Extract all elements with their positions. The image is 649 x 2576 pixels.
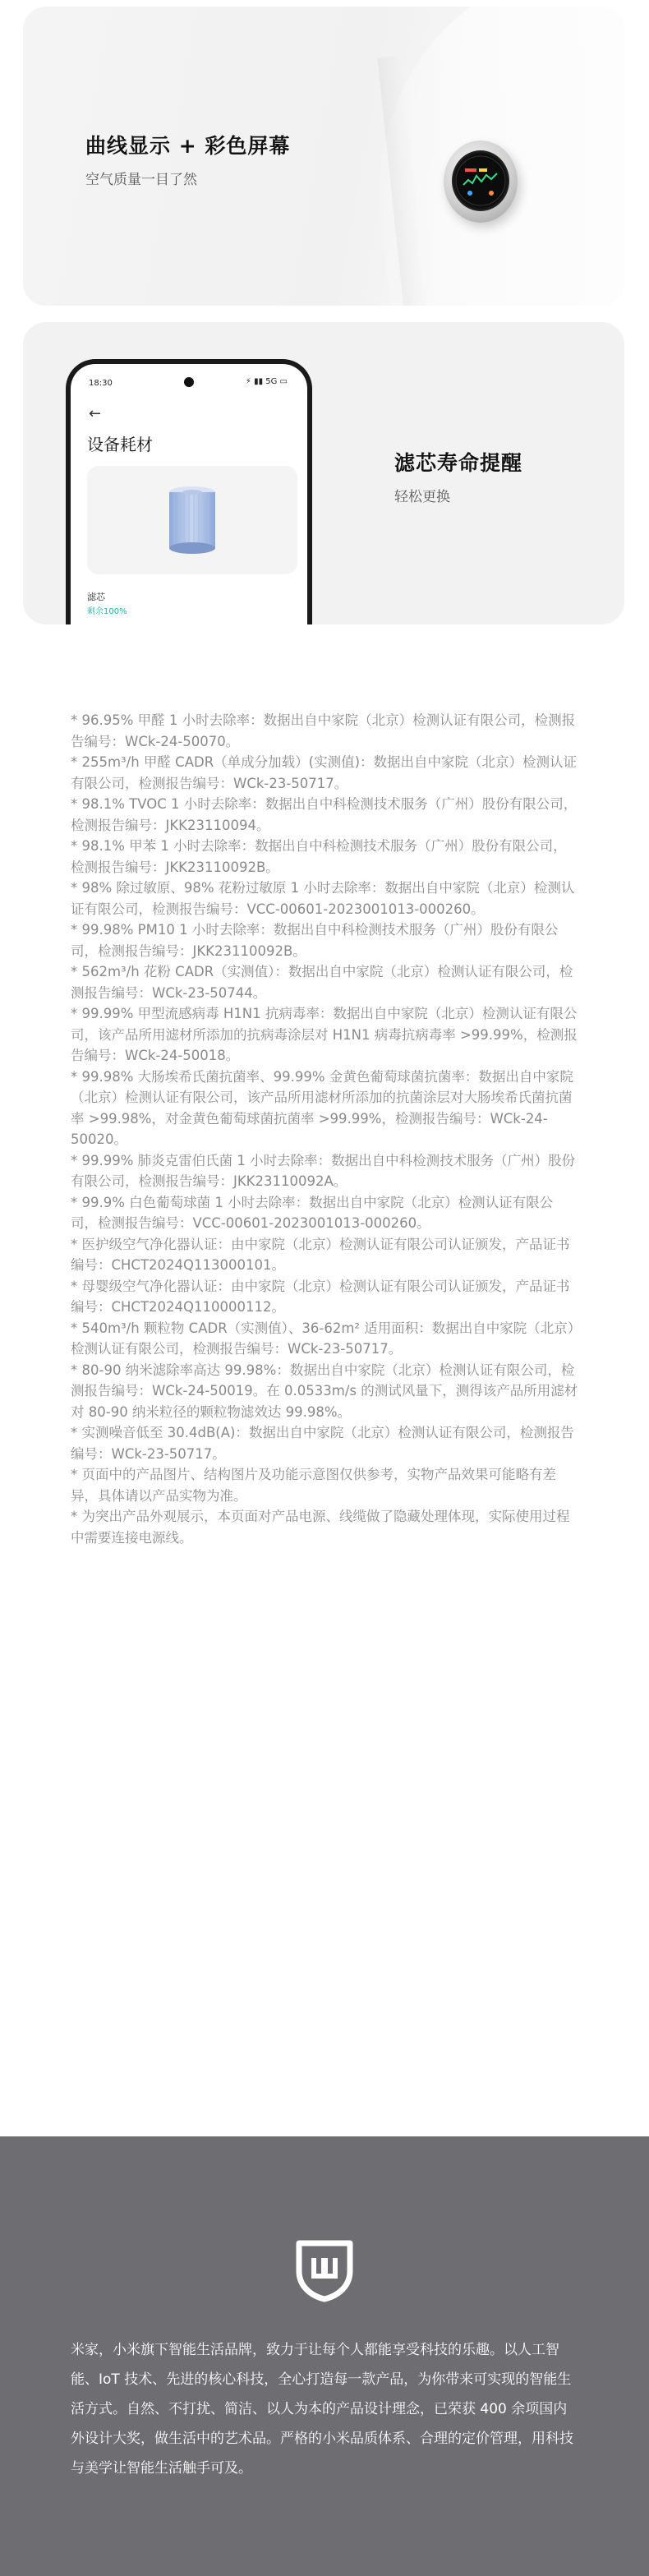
footnote: * 98% 除过敏原、98% 花粉过敏原 1 小时去除率：数据出自中家院（北京）检测认证有限公司，检测报告编号：VCC-00601-2023001013-000260。 [71, 880, 575, 917]
consumables-page-title: 设备耗材 [87, 435, 153, 454]
filter-remaining: 剩余100% [87, 607, 127, 616]
purifier-display-dial-image [444, 141, 518, 223]
footnote: * 医护级空气净化器认证：由中家院（北京）检测认证有限公司认证颁发，产品证书编号：CHCT2024Q113000101。 [71, 1236, 570, 1273]
brand-description: 米家，小米旗下智能生活品牌，致力于让每个人都能享受科技的乐趣。以人工智能、IoT 技术、先进的核心科技，全心打造每一款产品，为你带来可实现的智能生活方式。自然、不打扰、简洁、以人为本的产品设计理念，已荣获 400 余项国内外设计大奖，做生活中的艺术品。严格的小米品质体系、合理的定价管理，用科技与美学让智能生活触手可及。 [71, 2342, 573, 2477]
filter-consumable-card[interactable] [87, 466, 297, 574]
footnote: * 98.1% 甲苯 1 小时去除率：数据出自中科检测技术服务（广州）股份有限公司，检测报告编号：JKK23110092B。 [71, 838, 567, 875]
footnote: * 99.98% 大肠埃希氏菌抗菌率、99.99% 金黄色葡萄球菌抗菌率：数据出自中家院（北京）检测认证有限公司，该产品所用滤材所添加的抗菌涂层对大肠埃希氏菌抗菌率 >99.98%，对金黄色葡萄球菌抗菌率 >99.99%，检测报告编号：WCk-24-50020。 [71, 1068, 573, 1147]
curve-display-feature-card [23, 7, 624, 306]
footnote: * 99.99% 肺炎克雷伯氏菌 1 小时去除率：数据出自中科检测技术服务（广州）股份有限公司，检测报告编号：JKK23110092A。 [71, 1152, 576, 1189]
phone-mockup [66, 359, 312, 624]
footnote: * 页面中的产品图片、结构图片及功能示意图仅供参考，实物产品效果可能略有差异，具体请以产品实物为准。 [71, 1467, 556, 1504]
filter-label: 滤芯 [87, 592, 105, 602]
footnote: * 99.98% PM10 1 小时去除率：数据出自中科检测技术服务（广州）股份有限公司，检测报告编号：JKK23110092B。 [71, 922, 559, 959]
footnote: * 80-90 纳米滤除率高达 99.98%：数据出自中家院（北京）检测认证有限公司，检测报告编号：WCk-24-50019。在 0.0533m/s 的测试风量下，测得该产品所用滤材对 80-90 纳米粒径的颗粒物滤效达 99.98%。 [71, 1362, 578, 1420]
mijia-logo-icon [292, 2238, 357, 2302]
feature-title: 曲线显示 + 彩色屏幕 [85, 134, 291, 158]
footnote: * 98.1% TVOC 1 小时去除率：数据出自中科检测技术服务（广州）股份有限公司，检测报告编号：JKK23110094。 [71, 796, 578, 833]
footnote: * 99.99% 甲型流感病毒 H1N1 抗病毒率：数据出自中家院（北京）检测认证有限公司，该产品所用滤材所添加的抗病毒涂层对 H1N1 病毒抗病毒率 >99.99%，检测报告编号：WCk-24-50018。 [71, 1006, 578, 1063]
status-time: 18:30 [89, 379, 113, 388]
status-icons: ⚡ ▮▮ 5G ▭ [245, 377, 288, 386]
front-camera [184, 377, 194, 387]
footnote: * 为突出产品外观展示，本页面对产品电源、线缆做了隐藏处理体现，实际使用过程中需要连接电源线。 [71, 1509, 570, 1546]
brand-footer [0, 2136, 649, 2576]
footnotes [71, 710, 580, 1548]
footnote: * 实测噪音低至 30.4dB(A)：数据出自中家院（北京）检测认证有限公司，检测报告编号：WCk-23-50717。 [71, 1425, 574, 1462]
footnote: * 96.95% 甲醛 1 小时去除率：数据出自中家院（北京）检测认证有限公司，检测报告编号：WCk-24-50070。 [71, 712, 576, 749]
screen-curve-graphic [452, 150, 509, 211]
phone-screen [71, 364, 307, 624]
footnote: * 540m³/h 颗粒物 CADR（实测值）、36-62m² 适用面积：数据出自中家院（北京）检测认证有限公司，检测报告编号：WCk-23-50717。 [71, 1320, 575, 1357]
footnote: * 255m³/h 甲醛 CADR（单成分加载）(实测值)：数据出自中家院（北京）检测认证有限公司，检测报告编号：WCk-23-50717。 [71, 754, 578, 791]
arrow-left-icon[interactable]: ← [89, 405, 102, 422]
color-screen [452, 150, 509, 211]
footnote: * 562m³/h 花粉 CADR（实测值）：数据出自中家院（北京）检测认证有限公司，检测报告编号：WCk-23-50744。 [71, 964, 573, 1001]
feature-subtitle: 轻松更换 [394, 489, 450, 505]
feature-subtitle: 空气质量一目了然 [85, 172, 197, 188]
filter-cartridge-icon [166, 484, 219, 556]
feature-title: 滤芯寿命提醒 [394, 451, 523, 475]
filter-life-feature-card [23, 322, 624, 624]
footnote: * 99.9% 白色葡萄球菌 1 小时去除率：数据出自中家院（北京）检测认证有限公司，检测报告编号：VCC-00601-2023001013-000260。 [71, 1194, 554, 1231]
footnote: * 母婴级空气净化器认证：由中家院（北京）检测认证有限公司认证颁发，产品证书编号：CHCT2024Q110000112。 [71, 1278, 570, 1315]
